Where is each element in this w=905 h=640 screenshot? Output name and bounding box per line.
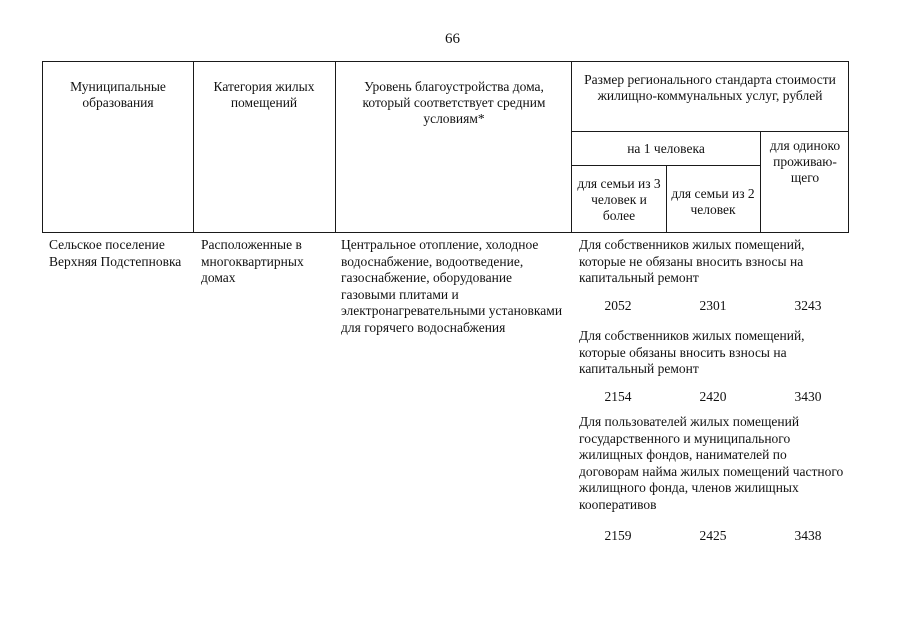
- header-family-2: для семьи из 2 человек: [671, 186, 755, 217]
- header-standard: Размер регионального стандарта стоимости жилищно-коммунальных услуг, рублей: [584, 72, 836, 103]
- row-category: Расположенные в многоквартирных домах: [201, 237, 304, 285]
- value-family-3: 2052: [604, 298, 632, 313]
- value-single: 3243: [794, 298, 822, 313]
- value-family-3: 2159: [604, 528, 632, 543]
- group-label: Для пользователей жилых помещений государственного и муниципального жилищных фондов, нанимателей по договорам найма жилых помещений частного жилищного фонда, членов жилищных кооперативов: [579, 414, 844, 512]
- group-label: Для собственников жилых помещений, которые не обязаны вносить взносы на капитальный ремонт: [579, 237, 805, 285]
- table-top-border: [42, 61, 849, 62]
- row-amenity: Центральное отопление, холодное водоснабжение, водоотведение, газоснабжение, оборудование газовыми плитами и электронагревательными установками для горячего водоснабжения: [341, 237, 563, 335]
- value-family-2: 2425: [699, 528, 727, 543]
- header-amenity: Уровень благоустройства дома, который соответствует средним условиям*: [362, 79, 546, 126]
- col-divider-2: [335, 61, 336, 233]
- page-number: 66: [445, 31, 460, 47]
- value-family-2: 2420: [699, 389, 727, 404]
- header-municipality: Муниципальные образования: [70, 79, 166, 110]
- value-single: 3438: [794, 528, 822, 543]
- group-label: Для собственников жилых помещений, которые обязаны вносить взносы на капитальный ремонт: [579, 328, 805, 376]
- header-family-3: для семьи из 3 человек и более: [577, 176, 661, 223]
- col-divider-1: [193, 61, 194, 233]
- value-family-3: 2154: [604, 389, 632, 404]
- header-per-person: на 1 человека: [627, 141, 705, 156]
- value-single: 3430: [794, 389, 822, 404]
- table-left-border: [42, 61, 43, 233]
- col-divider-5: [760, 131, 761, 233]
- standard-divider: [571, 131, 849, 132]
- value-family-2: 2301: [699, 298, 727, 313]
- header-category: Категория жилых помещений: [213, 79, 315, 110]
- table-header-bottom-border: [42, 232, 849, 233]
- row-municipality: Сельское поселение Верхняя Подстепновка: [49, 237, 182, 269]
- table-right-border: [848, 61, 849, 233]
- header-single: для одиноко проживаю-щего: [769, 138, 841, 185]
